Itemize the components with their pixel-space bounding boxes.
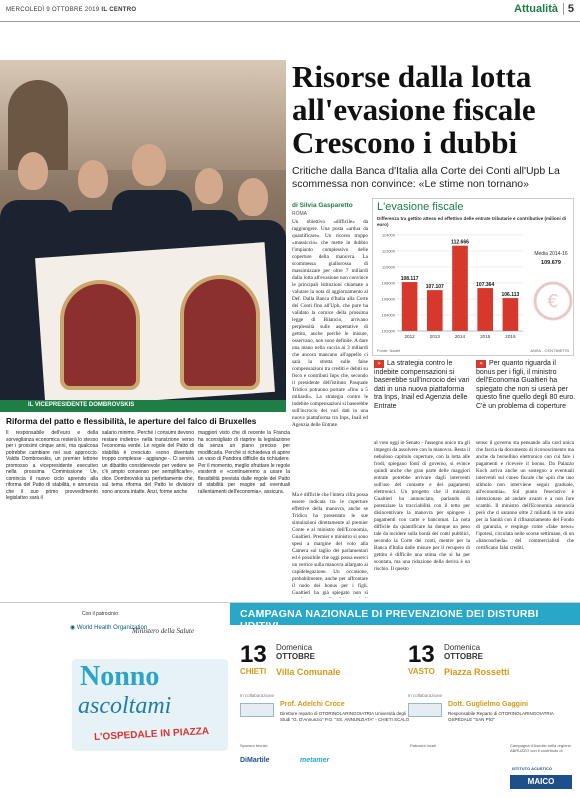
article-body-col4: senso il governo sta pensando alla card unica che faccia da documento di riconoscimento ma anche da borsellino elettronico con cui fare i pagamenti e ricevere il bonus. Da Palazzo Koch arriva anche un sostegno a eventuali interventi sul cuneo fiscale che «più che uno stimolo non interviene seguir graduale, all'economia». Sul punto l'esecutivo è intenzionato ad andare avanti e a non fare scambi. Il ministro dell'Economia annuncia però che ci saranno oltre 2 miliardi in tre anni per la Sanità con il rifinanziamento del Fondo di garanzia, e respinge come «fake news» l'ipotesi, circolata nelle scorse settimane, di un «bancoscheda» del commercialisti che certificano falsi crediti. — [476, 440, 574, 551]
news-photo — [0, 60, 286, 400]
y-tick-label: 108000 — [381, 280, 395, 286]
evasion-chart — [372, 198, 574, 356]
x-tick-label: 2014 — [454, 334, 466, 339]
sidebar-kicker-bar — [0, 400, 286, 412]
issue-date: MERCOLEDÌ 9 OTTOBRE 2019 IL CENTRO — [6, 7, 137, 13]
section-label: Attualità — [514, 3, 558, 15]
sponsor-metamer: metamer — [300, 757, 330, 764]
x-tick-label: 2013 — [429, 334, 440, 339]
article-body-col3: al voto oggi in Senato - l'assegno unico tra gli impegni da assolvere con la manovra. Resta il nebuloso capitolo coperture, con la lotta alle frodi, spiegano fonti di governo, si evince quindi anche che gran parte delle maggiori entrate potrebbe arrivare dagli interventi sull'uso del contante e dei pagamenti elettronici. Un progetto che il ministro Gualtieri ha annunciato, parlando di potenziare la tracciabilità con il tetto per disincentivare la manovra per spingere i pagamenti con carte e bancomat. La nota difficile da quantificare ha dunque un peso tale da incidere sulla bontà dei conti pubblici, secondo la Corte dei conti, mentre per la Banca d'Italia dalle misure per il recupero di gettito è difficile una stima che si ha per scontata, ma una riduzione della deriva è un rischio. Il questo — [374, 440, 470, 572]
euro-symbol: € — [547, 291, 559, 312]
x-tick-label: 2012 — [404, 334, 415, 339]
sidebar-col3: maggiori visto che di recente la Francia ha sconsigliato di riaprire la legislazione da senza un piano preciso per modificarla. Perché si richiedeva di aprire un vaso di Pandora difficile da richiudere. Per il momento, meglio sfruttare le regole esistenti e «continueremo a usare la flessibilità prevista dalle regole del Patto di stabilità per reagire ad eventuali rallentamenti dell'economia», assicura. — [198, 430, 290, 495]
dateline: ROMA — [292, 211, 307, 217]
article-headline: Risorse dalla lotta all'evasione fiscale Crescono i dubbi — [292, 59, 536, 160]
bar-2016 — [503, 298, 519, 331]
y-tick-label: 104000 — [381, 312, 395, 318]
data-label: 112.666 — [451, 239, 469, 246]
arrow-icon: » — [476, 360, 486, 368]
callout-compensazioni: » La strategia contro le indebite compensazioni si baserebbe sull'incrocio dei vari dati in una nuova piattaforma tra Inps, Inail ed Agenzia delle Entrate — [374, 360, 470, 410]
chart-plot — [373, 227, 575, 345]
istituto-acustico: ISTITUTO ACUSTICO — [512, 766, 552, 771]
sponsors-label: Sponsor tecnici — [240, 743, 268, 748]
byline: di Silvia Gasparetto — [292, 202, 353, 209]
y-tick-label: 110000 — [381, 264, 395, 270]
chart-note: Differenza tra gettito atteso ed effettivo delle entrate tributarie e contributive (milioni di euro) — [377, 216, 567, 227]
x-tick-label: 2015 — [480, 334, 491, 339]
y-tick-label: 102000 — [381, 328, 395, 334]
campaign-title-2: ascoltami — [78, 693, 172, 719]
sidebar-col2: salario minimo. Perché i consumi devono restare indietro» nella transizione verso l'economia verde. Le regole del Patto di stabilità è cresciuto «sono diventate troppo complesse - aggiunge -. Ci servirà un dibattito considerevole per vedere se c'è ampio consenso per semplificarle», dice. Dombrovskis sa perfettamente che, sul tema riforma del Patto le divisioni sono ancora intatte. Anzi, forme anche — [102, 430, 194, 495]
globe-icon: ◉ — [70, 625, 76, 631]
sidebar-title: Riforma del patto e flessibilità, le aperture del falco di Bruxelles — [6, 416, 257, 426]
ministry-logo: Ministero della Salute — [132, 627, 194, 635]
y-tick-label: 112000 — [381, 248, 395, 254]
y-tick-label: 106000 — [381, 296, 395, 302]
x-tick-label: 2016 — [505, 334, 516, 339]
average-value: 109.679 — [541, 260, 561, 266]
bar-2014 — [452, 246, 468, 331]
hospital-logo — [240, 703, 274, 717]
contributor-note: Campagna d'Ascolto nella regione ABRUZZO con il contributo di — [510, 743, 571, 753]
page-number: 5 — [563, 3, 574, 15]
article-body-col2: Ma è difficile che l'intera cifra possa essere indicata tra le coperture effettive della manovra, anche se Tridico ha presentato le sue simulazioni direttamente al premier Conte e al ministro dell'Economia, Gualtieri. Premier e ministro si sono spesi a margine del voto alla Camera sul taglio dei parlamentari ed è possibile che oggi possa esserci un vertice sulla manovra allargato ai capidelegazione. Un occasione, probabilmente, anche per affrontare il nodo dei bonus per i figli. Gualtieri ha già spiegato non si — [292, 492, 368, 596]
campaign-banner: CAMPAGNA NAZIONALE DI PREVENZIONE DEI DISTURBI UDITIVI — [230, 603, 580, 625]
patronage-label: Con il patrocinio — [82, 611, 118, 617]
campaign-title-1: Nonno — [80, 661, 160, 692]
data-label: 106.113 — [501, 292, 520, 299]
bar-2012 — [402, 282, 418, 331]
data-label: 107.364 — [476, 282, 495, 289]
page-header — [0, 0, 580, 22]
sidebar-kicker: IL VICEPRESIDENTE DOMBROVSKIS — [28, 402, 135, 408]
article-subheadline: Critiche dalla Banca d'Italia alla Corte dei Conti all'Upb La scommessa non convince: «Le stime non tornano» — [292, 165, 560, 190]
callout-bonus-figli: » Per quanto riguarda il bonus per i figli, il ministro dell'Economia Gualtieri ha spiegato che non si userà per questo fine quello degli 80 euro. C'è un problema di coperture — [476, 360, 576, 410]
who-logo: ◉ World Health Organization — [70, 625, 148, 631]
paper-name: IL CENTRO — [101, 7, 137, 13]
hospital-logo — [408, 703, 442, 717]
advertisement: Con il patrocinio ◉ World Health Organization Ministero della Salute Nonno ascoltami L'OSPEDALE IN PIAZZA CAMPAGNA NAZIONALE DI PREVENZIONE DEI DISTURBI UDITIVI 13 CHIETI Domenica OTTOBRE Villa Comunale In collaborazione Prof. Adelchi Croce Direttore reparto di OTORINOLARINGOIATRIA Università degli Studi "G. D'Annunzio" P.O. "SS. ANNUNZIATA" - CHIETI SCALO 13 VASTO Domenica OTTOBRE Piazza Rossetti In collaborazione Dott. Guglielmo Gaggini Responsabile Reparto di OTORINOLARINGOIATRIA OSPEDALE "SAN PIO" Sponsor tecnici DiMartile metamer Patrocini locali Campagna d'Ascolto nella regione ABRUZZO con il contributo di ISTITUTO ACUSTICO MAICO — [0, 602, 580, 798]
article-body-col1: Un obiettivo «difficile» da raggiungere. Una posta «ardua da quantificare». Un ricorso troppo «massiccio» che mette in dubbio l'impianto complessivo delle coperture della manovra. La scommessa giallorossa di massimizzare per oltre 7 miliardi dalla lotta all'evasione non convince le principali istituzioni chiamate a valutare la nota di aggiornamento al Def. Dalla Banca d'Italia alla Corte dei Conti fino all'Upb, che pure ha validato la cornice della prossima legge di Bilancio, arrivano perplessità sulle aspettative di gettito, anche perché le misure, osservano, non sono definite. A dare una mano nella caccia ai 3 miliardi che ancora mancano all'appello ci sarà la stretta sulle false compensazioni tra crediti e debiti su fisco e contributi Inps che, secondo il presidente dell'istituto Pasquale Tridico potranno portare «fino a 5 miliardi». La strategia contro le indebite compensazioni si baserebbe sull'incrocio dei vari dati in una nuova piattaforma tra Inps, Inail ed Agenzia delle Entrate. — [292, 219, 368, 428]
maico-logo: MAICO — [510, 775, 572, 789]
data-label: 107.107 — [425, 284, 444, 291]
chart-source: Fonte: Nadef — [377, 348, 401, 353]
arrow-icon: » — [374, 360, 384, 368]
bar-2015 — [477, 288, 493, 331]
campaign-tagline: L'OSPEDALE IN PIAZZA — [93, 725, 210, 744]
chart-credit: ANSA - CENTIMETRI — [530, 348, 569, 353]
bar-2013 — [427, 290, 443, 331]
patrons-label: Patrocini locali — [410, 743, 436, 748]
y-tick-label: 114000 — [381, 232, 395, 238]
average-label: Media 2014-16 — [534, 251, 568, 257]
sidebar-col1: Il responsabile dell'euro e della sorveglianza economica resterà lo stesso per i prossimi cinque anni, ma qualcosa potrebbe cambiare nel suo approccio. Valdis Dombrovskis, un premier lettone promosso a vicepresidente esecutivo nella prossima Commissione Ue, comincia il nuovo ciclo aprendo alla riforma del Patto di stabilità, e annuncia che il suo primo provvedimento legislativo sarà il — [6, 430, 98, 501]
chart-title: L'evasione fiscale — [377, 201, 464, 213]
sponsor-dimartile: DiMartile — [240, 757, 270, 764]
ad-left-panel — [0, 603, 230, 798]
data-label: 108.117 — [400, 276, 419, 283]
campaign-logo — [72, 659, 228, 751]
